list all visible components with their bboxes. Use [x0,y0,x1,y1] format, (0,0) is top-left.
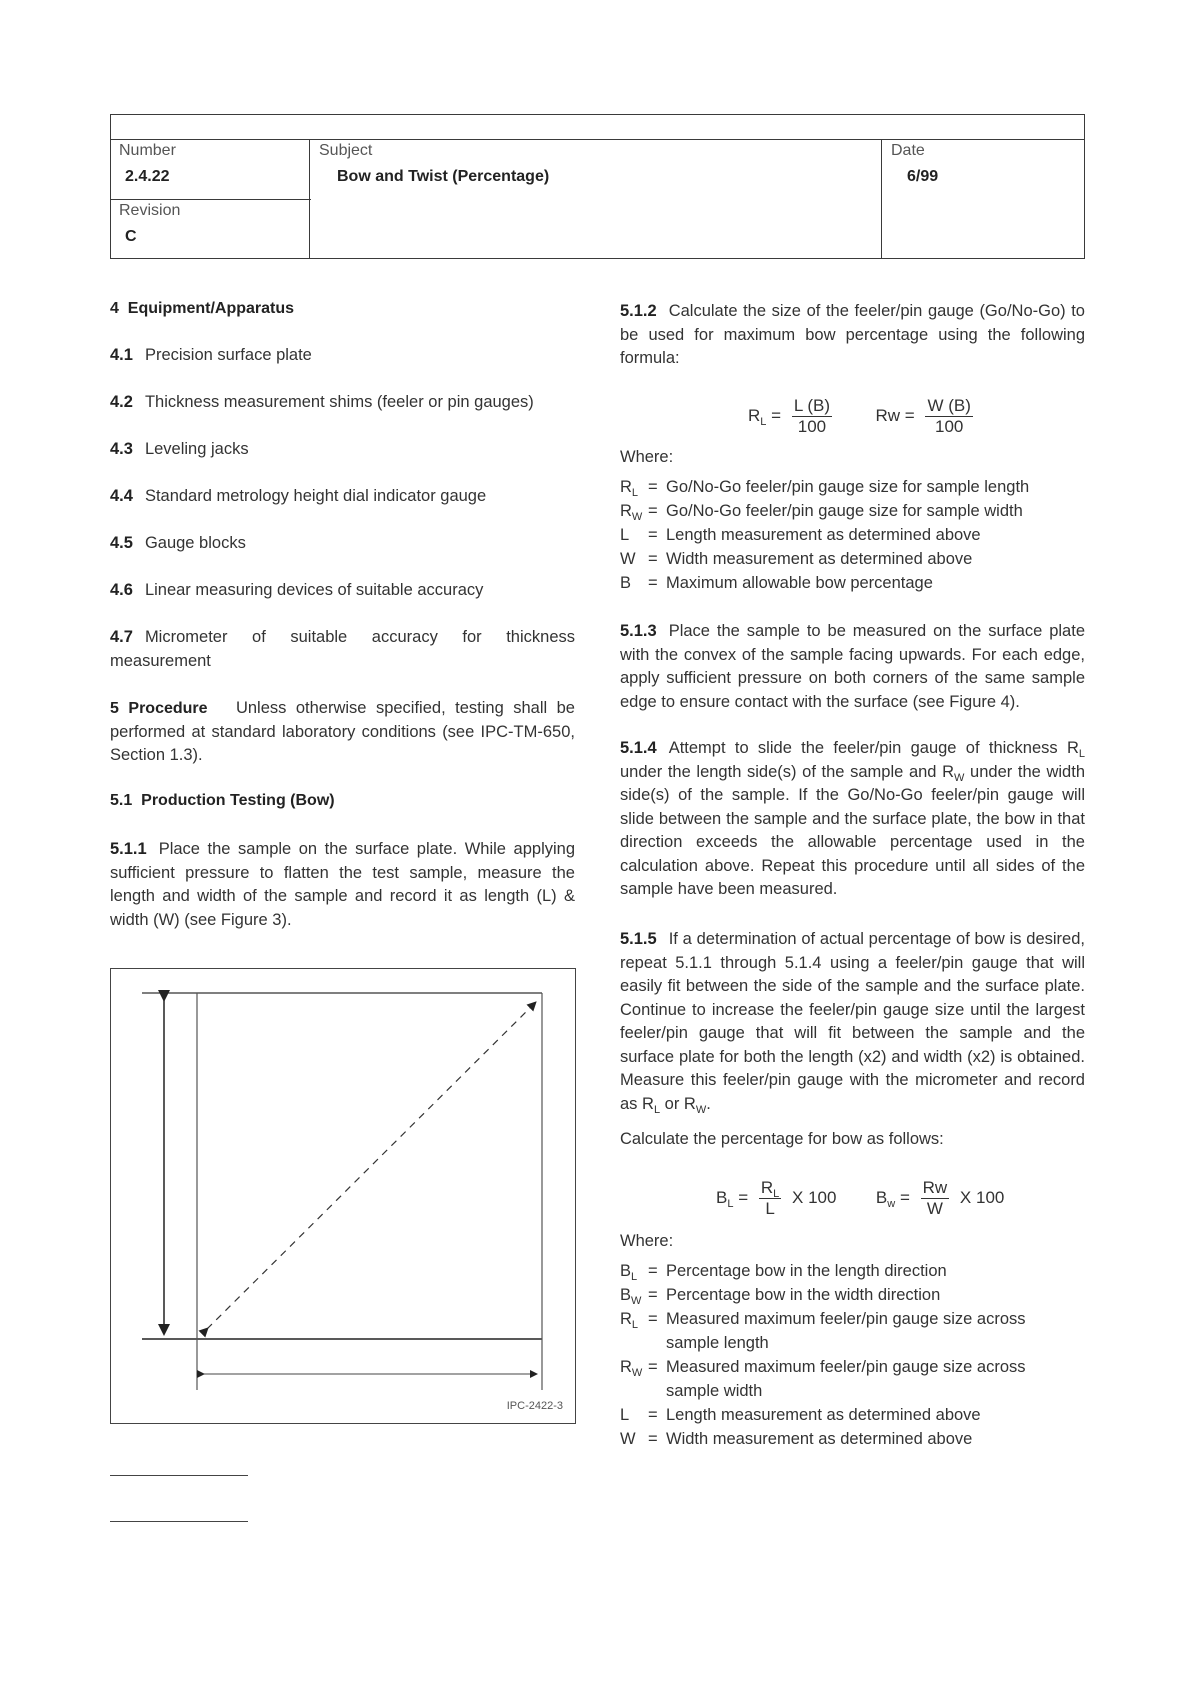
date-value: 6/99 [907,168,939,185]
paragraph-text: Unless otherwise specified, testing shall be performed at standard laboratory conditions (see IPC-TM-650, Section 1.3). [110,699,575,764]
definition-text: Go/No-Go feeler/pin gauge size for sample width [666,502,1023,520]
section-4-heading [110,300,294,318]
where-label: Where: [620,448,674,466]
section-5-1-2-paragraph [620,300,1085,371]
numerator: Rw [922,1178,948,1197]
subscript: L [1078,748,1085,760]
definition-row [620,571,1085,595]
definition-text: Maximum allowable bow percentage [666,574,933,592]
equals: = [648,1310,658,1328]
bow-measurement-diagram [111,969,574,1422]
definition-symbol: W [620,550,636,568]
equipment-item [110,579,575,603]
definition-symbol: $R_L$ [620,1310,639,1331]
formula-symbol: B [716,1187,728,1207]
footnote-rule [110,1521,248,1522]
figure-3 [110,968,576,1424]
section-5-1-heading [110,792,335,810]
formula-equals: = [771,405,782,425]
definitions-list [620,1259,1085,1451]
section-title: Production Testing (Bow) [141,792,335,809]
paragraph-text: under the length side(s) of the sample and R [620,762,955,781]
formula-symbol: B [875,1187,888,1207]
section-5-1-5-paragraph [620,928,1085,1116]
definition-text: Length measurement as determined above [666,526,981,544]
definition-text: Percentage bow in the width direction [666,1286,941,1304]
item-number: 4.6 [110,581,133,599]
section-title: Equipment/Apparatus [127,300,295,317]
equals: = [648,1406,658,1424]
equals: = [648,1286,658,1304]
number-value: 2.4.22 [125,168,170,185]
section-number: 5.1.2 [620,302,657,320]
revision-value: C [125,228,137,245]
item-number: 4.1 [110,346,133,364]
equals: = [648,526,658,544]
definition-symbol: W [620,1430,636,1448]
equipment-item [110,391,575,415]
definition-row [620,1403,1085,1427]
subscript: L [653,1103,661,1116]
footnote-rule [110,1475,248,1476]
denominator: L [765,1199,775,1218]
paragraph-text: or R [660,1094,696,1113]
equipment-item [110,438,575,462]
formula-subscript: L [727,1197,734,1210]
formula-symbol: Rw [875,405,901,425]
equals: = [648,502,658,520]
definition-row [620,1259,1085,1283]
definition-symbol: $R_L$ [620,478,639,499]
equipment-item [110,485,575,509]
gauge-size-formula [748,396,979,437]
item-text: Leveling jacks [144,440,249,458]
section-5-1-4-paragraph [620,737,1085,902]
formula-fraction [759,1178,781,1219]
formula-subscript: L [760,415,767,428]
paragraph-text: Attempt to slide the feeler/pin gauge of thickness R [668,739,1079,757]
definition-symbol: L [620,1406,630,1424]
definition-row [620,1283,1085,1307]
definition-symbol: $B_L$ [620,1262,638,1283]
definition-row [620,547,1085,571]
equipment-item [110,532,575,556]
definition-row [620,499,1085,523]
where-label: Where: [620,1232,674,1250]
section-number: 5.1.1 [110,840,147,858]
definition-text: Length measurement as determined above [666,1406,981,1424]
definition-row [620,1355,1085,1403]
section-title: Procedure [128,700,208,717]
formula-fraction [792,396,832,437]
item-number: 4.4 [110,487,133,505]
header-divider [881,139,882,258]
definition-row [620,1427,1085,1451]
section-number: 5.1.4 [620,739,657,757]
definition-text: Percentage bow in the length direction [666,1262,947,1280]
item-text: Linear measuring devices of suitable accuracy [144,581,484,599]
section-number: 5.1.3 [620,622,657,640]
equals: = [648,1430,658,1448]
item-text: Precision surface plate [144,346,312,364]
section-5-1-3-paragraph [620,620,1085,714]
item-text: Gauge blocks [144,534,246,552]
definition-text: Width measurement as determined above [666,1430,973,1448]
item-number: 4.5 [110,534,133,552]
formula-subscript: w [887,1197,896,1210]
revision-label: Revision [119,202,181,219]
definition-symbol: $B_W$ [620,1286,642,1307]
definition-row [620,1307,1085,1355]
equals: = [648,1262,658,1280]
formula-fraction [921,1178,950,1219]
section-number: 5.1.5 [620,930,657,948]
equals: = [648,550,658,568]
definition-symbol: L [620,526,630,544]
section-number: 5.1 [110,792,133,809]
paragraph-text: . [706,1094,711,1113]
item-number: 4.2 [110,393,133,411]
definition-text: Measured maximum feeler/pin gauge size across sample width [666,1358,1026,1400]
equipment-item [110,626,575,673]
header-top-band [111,115,1084,140]
formula-multiplier: X 100 [792,1187,837,1207]
numerator: $R_L$ [760,1178,780,1200]
paragraph-text: Place the sample on the surface plate. While applying sufficient pressure to flatten the test sample, measure the length and width of the sample and record it as length (L) & width (W) (see Figure 3). [110,840,575,929]
equipment-item [110,344,575,368]
item-number: 4.7 [110,628,133,646]
paragraph-text: Calculate the size of the feeler/pin gauge (Go/No-Go) to be used for maximum bow percentage using the following formula: [620,302,1085,367]
definition-text: Measured maximum feeler/pin gauge size across sample length [666,1310,1026,1352]
denominator: W [926,1199,943,1218]
numerator: W (B) [927,396,971,415]
definition-row [620,523,1085,547]
subscript: W [695,1103,707,1116]
definition-text: Width measurement as determined above [666,550,973,568]
formula-multiplier: X 100 [959,1187,1005,1207]
definition-symbol: $R_W$ [620,1358,643,1379]
paragraph-text: under the width side(s) of the sample. If the Go/No-Go feeler/pin gauge will slide between the sample and the surface plate, the bow in that direction exceeds the allowable percentage used in the calculation above. Repeat this procedure until all sides of the sample have been measured. [620,762,1085,898]
paragraph-text: If a determination of actual percentage of bow is desired, repeat 5.1.1 through 5.1.4 using a feeler/pin gauge that will easily fit between the side of the sample and the surface plate. Continue to increase the feeler/pin gauge size until the largest feeler/pin gauge that will fit between the sample and the surface plate for both the length (x2) and width (x2) is obtained. Measure this feeler/pin gauge with the micrometer and record as R [620,930,1085,1113]
section-5-paragraph [110,697,575,768]
subscript: W [954,771,965,784]
item-text: Standard metrology height dial indicator gauge [144,487,487,505]
definition-row [620,475,1085,499]
number-label: Number [119,142,176,159]
formula-equals: = [899,1187,910,1207]
definitions-list [620,475,1085,595]
numerator: L (B) [793,396,831,415]
equals: = [648,478,658,496]
section-number: 4 [110,300,119,317]
definition-text: Go/No-Go feeler/pin gauge size for sample length [666,478,1030,496]
calculate-instruction: Calculate the percentage for bow as follows: [620,1130,944,1148]
denominator: 100 [797,417,827,436]
bow-percentage-formula [716,1178,1004,1219]
equals: = [648,574,658,592]
item-text: Thickness measurement shims (feeler or pin gauges) [144,393,534,411]
formula-equals: = [904,405,915,425]
header-divider [111,199,311,200]
section-number: 5 [110,700,119,717]
section-5-1-1-paragraph [110,838,575,932]
paragraph-text: Place the sample to be measured on the surface plate with the convex of the sample facing upwards. For each edge, apply sufficient pressure on both corners of the same sample edge to ensure contact with the surface (see Figure 4). [620,622,1085,711]
equals: = [648,1358,658,1376]
subject-value: Bow and Twist (Percentage) [337,168,550,185]
denominator: 100 [935,417,964,436]
header-table [110,114,1085,259]
item-number: 4.3 [110,440,133,458]
subject-label: Subject [319,142,373,159]
figure-caption: IPC-2422-3 [506,1400,563,1412]
date-label: Date [891,142,925,159]
formula-fraction [925,396,972,437]
formula-symbol: R [748,405,761,425]
item-text: Micrometer of suitable accuracy for thickness measurement [110,628,575,670]
formula-equals: = [738,1187,749,1207]
definition-symbol: $R_W$ [620,502,643,523]
definition-symbol: B [620,574,632,592]
